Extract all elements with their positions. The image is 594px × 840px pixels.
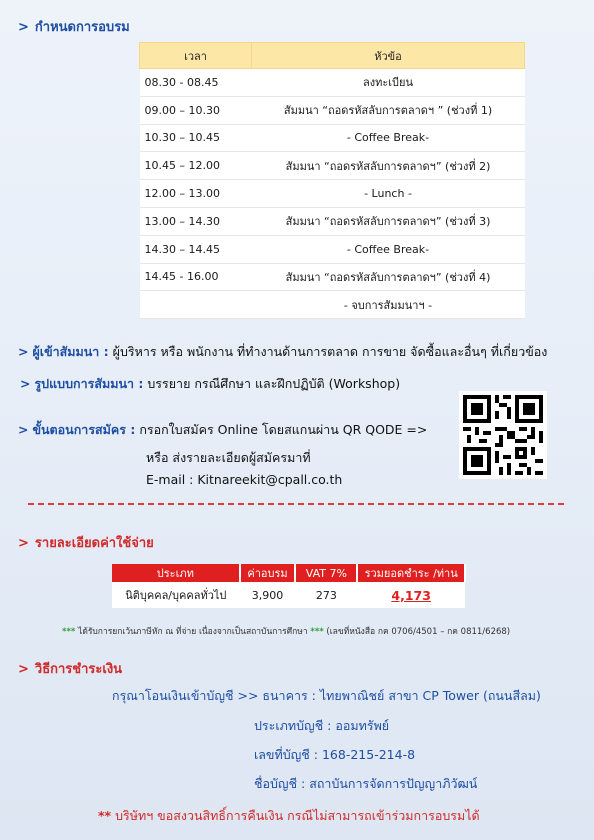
qr-code-icon[interactable] bbox=[459, 391, 547, 479]
schedule-topic: สัมมนา “ถอดรหัสลับการตลาดฯ” (ช่วงที่ 2) bbox=[252, 152, 525, 180]
schedule-topic: - จบการสัมมนาฯ - bbox=[252, 291, 525, 319]
schedule-topic: สัมมนา “ถอดรหัสลับการตลาดฯ” (ช่วงที่ 4) bbox=[252, 263, 525, 291]
schedule-time bbox=[140, 291, 252, 319]
payment-section-title: > วิธีการชำระเงิน bbox=[18, 662, 123, 677]
registration-email[interactable]: E-mail : Kitnareekit@cpall.co.th bbox=[146, 472, 343, 487]
fee-header-type: ประเภท bbox=[112, 564, 240, 582]
table-row bbox=[140, 291, 525, 319]
schedule-table bbox=[139, 42, 525, 319]
table-row bbox=[140, 124, 525, 152]
participants-label: ผู้เข้าสัมมนา : bbox=[32, 344, 109, 359]
fee-type: นิติบุคคล/บุคคลทั่วไป bbox=[112, 582, 240, 608]
table-row bbox=[140, 69, 525, 97]
chevron-right-icon: > bbox=[18, 20, 29, 35]
payment-account-number: เลขที่บัญชี : 168-215-214-8 bbox=[254, 747, 416, 762]
fee-total: 4,173 bbox=[357, 582, 465, 608]
schedule-time: 10.30 – 10.45 bbox=[140, 124, 252, 152]
registration-line bbox=[18, 420, 427, 440]
schedule-time: 08.30 - 08.45 bbox=[140, 69, 252, 97]
schedule-topic: สัมมนา “ถอดรหัสลับการตลาดฯ” (ช่วงที่ 3) bbox=[252, 207, 525, 235]
table-row bbox=[140, 180, 525, 208]
payment-bank-line: กรุณาโอนเงินเข้าบัญชี >> ธนาคาร : ไทยพาณิชย์ สาขา CP Tower (ถนนสีลม) bbox=[112, 688, 541, 703]
schedule-section-title: > กำหนดการอบรม bbox=[18, 20, 130, 35]
schedule-header-topic: หัวข้อ bbox=[252, 43, 525, 69]
refund-footnote: ** บริษัทฯ ขอสงวนสิทธิ์การคืนเงิน กรณีไม่สามารถเข้าร่วมการอบรมได้ bbox=[98, 808, 480, 823]
table-row bbox=[112, 582, 465, 608]
format-line bbox=[20, 374, 400, 394]
format-label: รูปแบบการสัมมนา : bbox=[34, 376, 144, 391]
table-row bbox=[140, 263, 525, 291]
schedule-topic: ลงทะเบียน bbox=[252, 69, 525, 97]
schedule-time: 09.00 – 10.30 bbox=[140, 96, 252, 124]
fee-header-total: รวมยอดชำระ /ท่าน bbox=[357, 564, 465, 582]
schedule-topic: สัมมนา “ถอดรหัสลับการตลาดฯ ” (ช่วงที่ 1) bbox=[252, 96, 525, 124]
format-value: บรรยาย กรณีศึกษา และฝึกปฏิบัติ (Workshop) bbox=[147, 376, 401, 391]
payment-account-type: ประเภทบัญชี : ออมทรัพย์ bbox=[254, 718, 390, 733]
fee-header-row bbox=[112, 564, 465, 582]
registration-line2: หรือ ส่งรายละเอียดผู้สมัครมาที่ bbox=[146, 450, 311, 465]
chevron-right-icon: > bbox=[18, 536, 29, 551]
chevron-right-icon: > bbox=[20, 376, 31, 391]
schedule-topic: - Coffee Break- bbox=[252, 124, 525, 152]
cost-section-title: > รายละเอียดค่าใช้จ่าย bbox=[18, 536, 154, 551]
participants-line bbox=[18, 342, 547, 362]
schedule-topic: - Coffee Break- bbox=[252, 235, 525, 263]
schedule-time: 10.45 – 12.00 bbox=[140, 152, 252, 180]
schedule-time: 12.00 – 13.00 bbox=[140, 180, 252, 208]
schedule-header-time: เวลา bbox=[140, 43, 252, 69]
chevron-right-icon: > bbox=[18, 662, 29, 677]
schedule-time: 14.30 – 14.45 bbox=[140, 235, 252, 263]
schedule-topic: - Lunch - bbox=[252, 180, 525, 208]
fee-header-vat: VAT 7% bbox=[295, 564, 357, 582]
fee-amount: 3,900 bbox=[240, 582, 296, 608]
table-row bbox=[140, 96, 525, 124]
table-row bbox=[140, 152, 525, 180]
fee-table bbox=[112, 564, 466, 608]
fee-vat: 273 bbox=[295, 582, 357, 608]
fee-header-fee: ค่าอบรม bbox=[240, 564, 296, 582]
registration-label: ขั้นตอนการสมัคร : bbox=[32, 422, 136, 437]
chevron-right-icon: > bbox=[18, 422, 29, 437]
table-row bbox=[140, 207, 525, 235]
tax-exemption-note: *** ได้รับการยกเว้นภาษีหัก ณ ที่จ่าย เนื่องจากเป็นสถาบันการศึกษา *** (เลขที่หนังสือ กค 0706/4501 – กค 0811/6268) bbox=[62, 627, 511, 637]
schedule-time: 14.45 - 16.00 bbox=[140, 263, 252, 291]
registration-line1: กรอกใบสมัคร Online โดยสแกนผ่าน QR QODE => bbox=[139, 422, 428, 437]
table-row bbox=[140, 235, 525, 263]
schedule-header-row bbox=[140, 43, 525, 69]
chevron-right-icon: > bbox=[18, 344, 29, 359]
schedule-time: 13.00 – 14.30 bbox=[140, 207, 252, 235]
payment-account-name: ชื่อบัญชี : สถาบันการจัดการปัญญาภิวัฒน์ bbox=[254, 776, 478, 791]
participants-value: ผู้บริหาร หรือ พนักงาน ที่ทำงานด้านการตลาด การขาย จัดซื้อและอื่นๆ ที่เกี่ยวข้อง bbox=[112, 344, 548, 359]
section-divider bbox=[28, 503, 564, 505]
